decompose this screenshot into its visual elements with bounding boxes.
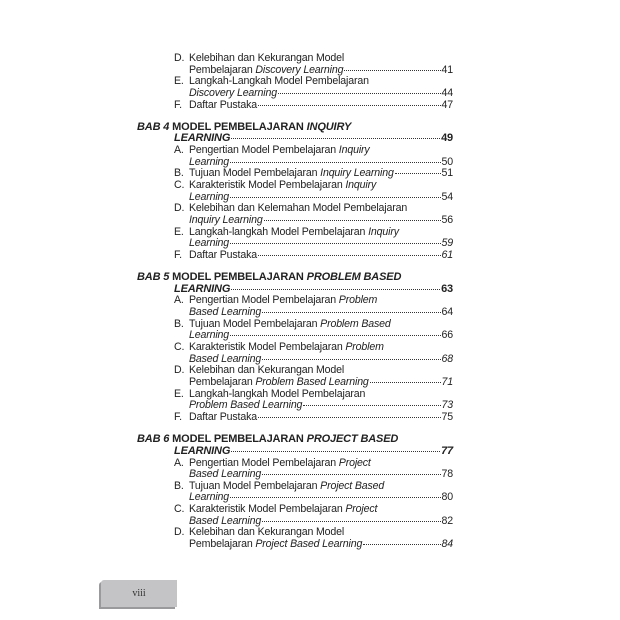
dot-leader — [258, 417, 441, 418]
page-ref: 71 — [441, 376, 453, 389]
page-ref: 47 — [441, 98, 453, 111]
entry-text-segment: Daftar Pustaka — [189, 249, 257, 261]
entry-text-segment: Pembelajaran — [189, 376, 256, 389]
item-body — [189, 319, 453, 342]
item-letter: B. — [174, 167, 184, 180]
page-ref: 50 — [441, 155, 453, 168]
item-body — [189, 458, 453, 481]
entry-text-segment: Pengertian Model Pembelajaran — [189, 144, 339, 157]
dot-leader — [230, 197, 440, 198]
item-body — [189, 389, 453, 412]
entry-text-segment: Tujuan Model Pembelajaran — [189, 317, 321, 330]
item-body — [189, 76, 453, 99]
item-letter: B. — [174, 317, 184, 330]
page-ref: 54 — [441, 190, 453, 203]
entry-text-segment: Daftar Pustaka — [189, 411, 257, 424]
entry-text-segment: MODEL PEMBELAJARAN — [169, 271, 307, 284]
dot-leader — [264, 220, 441, 221]
page-ref: 66 — [441, 329, 453, 342]
dot-leader — [230, 497, 440, 498]
item-letter: D. — [174, 526, 185, 539]
item-body — [189, 100, 453, 112]
entry-text-segment: Tujuan Model Pembelajaran — [189, 167, 321, 180]
entry-text-segment: Inquiry Learning — [320, 167, 394, 180]
entry-text-segment: Based Learning — [189, 514, 262, 527]
dot-leader — [395, 173, 441, 174]
toc-item-group — [137, 145, 453, 262]
entry-text-segment: Kelebihan dan Kekurangan Model — [189, 52, 345, 64]
page-ref: 63 — [441, 282, 453, 295]
toc-item[interactable] — [174, 76, 453, 99]
toc-item-group — [137, 53, 453, 111]
entry-text-segment: Project — [338, 456, 371, 469]
toc-item[interactable] — [174, 203, 453, 226]
page-ref: 49 — [441, 132, 453, 145]
dot-leader — [303, 405, 440, 406]
table-of-contents — [137, 53, 453, 551]
entry-text-segment: Inquiry — [338, 144, 370, 157]
entry-text-segment: MODEL PEMBELAJARAN — [169, 433, 307, 446]
dot-leader — [344, 70, 440, 71]
entry-text-segment: PROJECT BASED — [306, 433, 399, 446]
dot-leader — [231, 289, 440, 290]
toc-item-group — [137, 295, 453, 423]
entry-text-segment: Pembelajaran — [189, 63, 256, 76]
page-ref: 56 — [441, 214, 453, 227]
entry-text-segment: Langkah-Langkah Model Pembelajaran — [189, 75, 369, 88]
item-body — [189, 504, 453, 527]
entry-text-segment: Based Learning — [189, 352, 262, 365]
entry-text-segment: Kelebihan dan Kelemahan Model Pembelajaran — [189, 202, 408, 215]
dot-leader — [230, 335, 440, 336]
item-body — [189, 412, 453, 424]
entry-text-segment: BAB 6 — [137, 433, 170, 446]
item-letter: F. — [174, 98, 182, 111]
entry-text-segment: Project Based Learning — [255, 538, 363, 551]
entry-title — [189, 412, 257, 424]
toc-item[interactable] — [174, 295, 453, 318]
entry-text-segment: Discovery Learning — [189, 86, 277, 99]
entry-text-segment: Learning — [189, 155, 230, 168]
item-body — [189, 342, 453, 365]
entry-text-segment: PROBLEM BASED — [306, 271, 402, 284]
dot-leader — [262, 359, 440, 360]
dot-leader — [231, 451, 440, 452]
entry-title — [189, 250, 257, 262]
entry-text-segment: Kelebihan dan Kekurangan Model — [189, 364, 345, 377]
page-ref: 51 — [441, 167, 453, 180]
entry-text-segment: Project Based — [320, 479, 385, 492]
entry-text-segment: Problem Based Learning — [189, 399, 303, 412]
toc-item[interactable] — [174, 389, 453, 412]
dot-leader — [230, 162, 440, 163]
page-number: viii — [132, 588, 146, 599]
item-letter: E. — [174, 75, 184, 88]
toc-item[interactable] — [174, 319, 453, 342]
page-ref: 68 — [441, 352, 453, 365]
entry-text-segment: Karakteristik Model Pembelajaran — [189, 503, 346, 516]
entry-text-segment: LEARNING — [174, 282, 231, 295]
entry-text-segment: Based Learning — [189, 468, 262, 481]
entry-text-segment: Based Learning — [189, 306, 262, 319]
entry-text-segment: Discovery Learning — [255, 63, 344, 76]
page-ref: 78 — [441, 468, 453, 481]
entry-text-segment: Inquiry — [345, 179, 377, 192]
item-letter: B. — [174, 479, 184, 492]
item-letter: D. — [174, 52, 185, 64]
toc-chapter[interactable] — [137, 434, 453, 457]
dot-leader — [262, 312, 440, 313]
page-ref: 59 — [441, 237, 453, 250]
entry-title — [189, 100, 257, 112]
entry-text-segment: Learning — [189, 491, 230, 504]
entry-text-segment: Tujuan Model Pembelajaran — [189, 479, 321, 492]
toc-item[interactable] — [174, 227, 453, 250]
toc-item[interactable] — [174, 458, 453, 481]
toc-line-with-page — [189, 412, 453, 424]
page-ref: 61 — [441, 249, 453, 261]
item-body — [189, 365, 453, 388]
toc-item[interactable] — [174, 250, 453, 262]
entry-text-segment: Problem Based Learning — [255, 376, 369, 389]
dot-leader — [278, 93, 441, 94]
item-letter: A. — [174, 456, 184, 469]
toc-line-with-page — [189, 250, 453, 262]
entry-text-segment: Learning — [189, 329, 230, 342]
item-body — [189, 53, 453, 76]
dot-leader — [262, 474, 440, 475]
page-ref: 73 — [441, 399, 453, 412]
toc-item[interactable] — [174, 342, 453, 365]
toc-item-group — [137, 458, 453, 551]
item-letter: A. — [174, 294, 184, 307]
toc-chapter[interactable] — [137, 122, 453, 145]
item-letter: C. — [174, 503, 185, 516]
item-letter: D. — [174, 364, 185, 377]
entry-text-segment: Pengertian Model Pembelajaran — [189, 456, 339, 469]
entry-text-segment: BAB 4 — [137, 120, 170, 133]
item-body — [189, 203, 453, 226]
page-ref: 41 — [441, 63, 453, 76]
toc-item[interactable] — [174, 53, 453, 76]
dot-leader — [363, 544, 440, 545]
item-body — [189, 481, 453, 504]
item-letter: F. — [174, 411, 182, 424]
item-letter: E. — [174, 387, 184, 400]
entry-text-segment: Pengertian Model Pembelajaran — [189, 294, 339, 307]
entry-text-segment: LEARNING — [174, 444, 231, 457]
toc-item[interactable] — [174, 145, 453, 168]
entry-text-segment: Langkah-langkah Model Pembelajaran — [189, 387, 366, 400]
entry-text-segment: Kelebihan dan Kekurangan Model — [189, 526, 345, 539]
entry-text-segment: Learning — [189, 190, 230, 203]
entry-text-segment: Inquiry — [368, 225, 399, 238]
item-letter: E. — [174, 225, 184, 238]
page-ref: 84 — [441, 538, 453, 551]
entry-title — [189, 539, 362, 551]
toc-item[interactable] — [174, 100, 453, 112]
dot-leader — [230, 243, 440, 244]
item-letter: C. — [174, 341, 185, 354]
item-body — [189, 145, 453, 168]
toc-item[interactable] — [174, 481, 453, 504]
entry-text-segment: LEARNING — [174, 132, 231, 145]
dot-leader — [258, 255, 441, 256]
item-letter: A. — [174, 144, 184, 157]
toc-item[interactable] — [174, 180, 453, 203]
toc-item[interactable] — [174, 504, 453, 527]
page-ref: 77 — [441, 444, 453, 457]
item-body — [189, 250, 453, 262]
toc-line-with-page — [189, 100, 453, 112]
item-body — [189, 295, 453, 318]
dot-leader — [262, 521, 440, 522]
entry-text-segment: Karakteristik Model Pembelajaran — [189, 179, 346, 192]
page-ref: 64 — [441, 306, 453, 319]
dot-leader — [231, 138, 440, 139]
entry-text-segment: BAB 5 — [137, 271, 170, 284]
item-body — [189, 180, 453, 203]
entry-text-segment: Learning — [189, 237, 230, 250]
item-body — [189, 527, 453, 550]
toc-item[interactable] — [174, 527, 453, 550]
toc-chapter[interactable] — [137, 272, 453, 295]
item-letter: C. — [174, 179, 185, 192]
page-ref: 82 — [441, 514, 453, 527]
page-ref: 75 — [441, 411, 453, 424]
entry-text-segment: Karakteristik Model Pembelajaran — [189, 341, 346, 354]
entry-text-segment: Pembelajaran — [189, 538, 256, 551]
page-number-tab — [101, 580, 177, 607]
item-letter: F. — [174, 249, 182, 261]
page-ref: 44 — [441, 86, 453, 99]
toc-item[interactable] — [174, 365, 453, 388]
page-ref: 80 — [441, 491, 453, 504]
dot-leader — [370, 382, 441, 383]
entry-text-segment: Project — [345, 503, 378, 516]
entry-text-segment: Daftar Pustaka — [189, 98, 257, 111]
toc-line-with-page — [189, 539, 453, 551]
entry-text-segment: Problem — [345, 341, 384, 354]
dot-leader — [258, 105, 441, 106]
item-body — [189, 227, 453, 250]
entry-text-segment: Problem Based — [320, 317, 391, 330]
item-letter: D. — [174, 202, 185, 215]
entry-text-segment: Langkah-langkah Model Pembelajaran — [189, 225, 369, 238]
toc-item[interactable] — [174, 412, 453, 424]
entry-text-segment: Inquiry Learning — [189, 214, 263, 227]
entry-text-segment: Problem — [338, 294, 378, 307]
entry-text-segment: MODEL PEMBELAJARAN — [169, 120, 307, 133]
entry-text-segment: INQUIRY — [306, 120, 352, 133]
